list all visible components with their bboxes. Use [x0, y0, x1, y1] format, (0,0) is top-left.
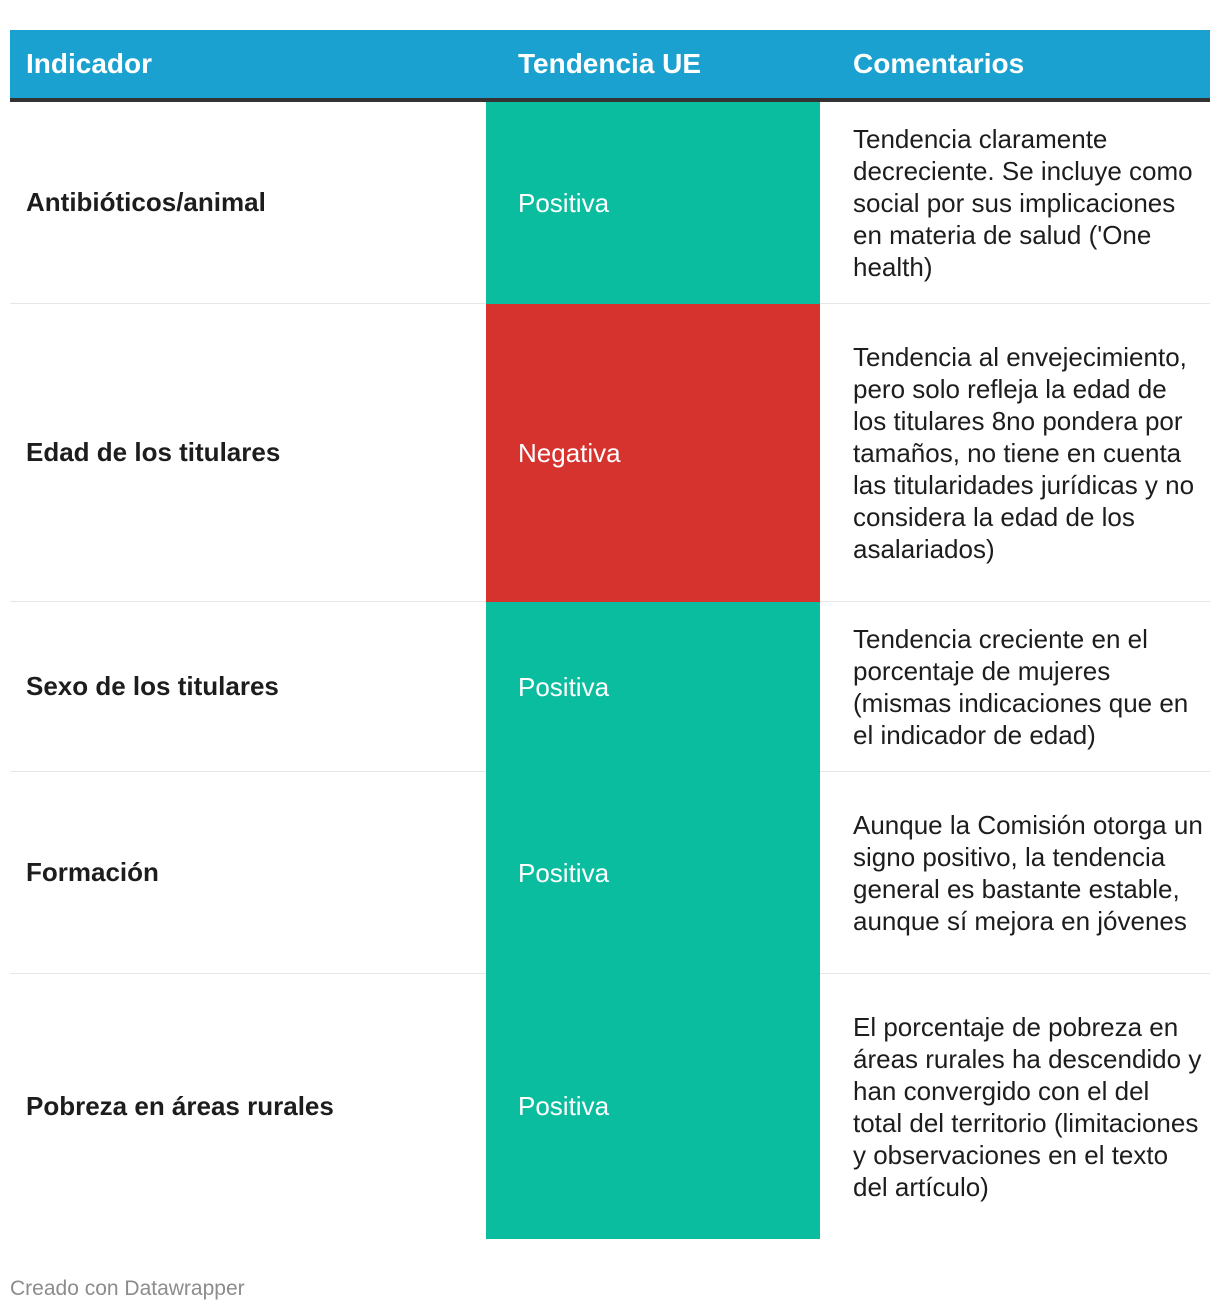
comment-text: Tendencia creciente en el porcentaje de mujeres (mismas indicaciones que en el indicador de edad)	[853, 623, 1189, 750]
comment-cell	[853, 602, 1203, 771]
table-row	[10, 304, 1210, 602]
trend-cell: Positiva	[486, 602, 820, 772]
header-indicator[interactable]: Indicador	[26, 48, 153, 79]
indicator-cell: Pobreza en áreas rurales	[26, 1091, 334, 1121]
indicator-cell: Formación	[26, 857, 159, 887]
trend-table	[10, 30, 1210, 1239]
indicator-cell: Sexo de los titulares	[26, 671, 279, 701]
trend-cell: Positiva	[486, 974, 820, 1239]
indicator-cell: Edad de los titulares	[26, 437, 281, 467]
header-comments[interactable]: Comentarios	[853, 48, 1025, 79]
table-row	[10, 102, 1210, 304]
comment-text: Tendencia al envejecimiento, pero solo refleja la edad de los titulares 8no pondera por tamaños, no tiene en cuenta las titularidades jurídicas y no considera la edad de los asalariados)	[853, 341, 1195, 564]
table-row	[10, 772, 1210, 974]
comment-cell	[853, 304, 1203, 601]
trend-cell: Positiva	[486, 772, 820, 974]
comment-text: El porcentaje de pobreza en áreas rurales ha descendido y han convergido con el del total del territorio (limitaciones y observaciones en el texto del artículo)	[853, 1011, 1202, 1202]
table-row	[10, 974, 1210, 1239]
trend-cell: Negativa	[486, 304, 820, 602]
table-header	[10, 30, 1210, 102]
comment-text: Aunque la Comisión otorga un signo positivo, la tendencia general es bastante estable, aunque sí mejora en jóvenes	[853, 809, 1203, 936]
comment-text: Tendencia claramente decreciente. Se incluye como social por sus implicaciones en materia de salud ('One health)	[853, 123, 1193, 282]
header-trend[interactable]: Tendencia UE	[518, 48, 702, 79]
table-row	[10, 602, 1210, 772]
comment-cell	[853, 772, 1203, 973]
trend-cell: Positiva	[486, 102, 820, 304]
comment-cell	[853, 974, 1203, 1239]
credit-footer[interactable]: Creado con Datawrapper	[10, 1277, 245, 1300]
comment-cell	[853, 102, 1203, 303]
indicator-cell: Antibióticos/animal	[26, 187, 266, 217]
